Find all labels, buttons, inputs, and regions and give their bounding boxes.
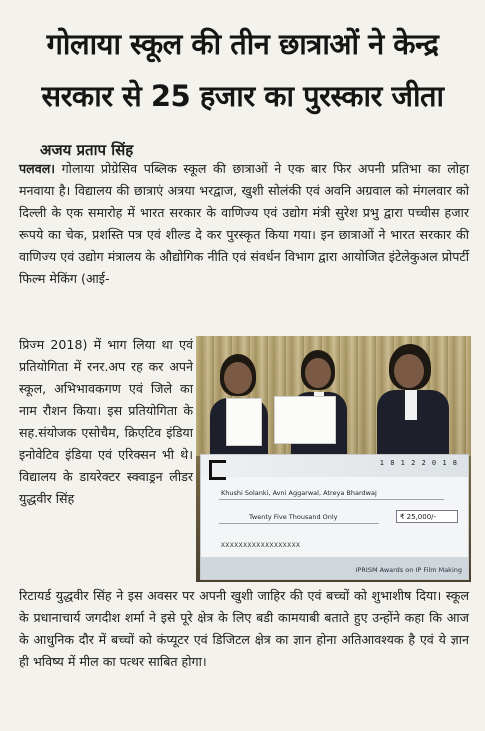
paragraph-text: गोलाया प्रोग्रेसिव पब्लिक स्कूल की छात्राओं ने एक बार फिर अपनी प्रतिभा का लोहा मनवाया है। विद्यालय की छात्राएं अत्रया भरद्वाज, खुशी सोलंकी एवं अवनि अग्रवाल को मंगलवार को दिल्ली के एक समारोह में भारत सरकार के वाणिज्य एवं उद्योग मंत्री सुरेश प्रभु द्वारा पच्चीस हजार रूपये का चेक, प्रशस्ति पत्र एवं शील्ड दे कर पुरस्कृत किया गया। इन छात्राओं ने भारत सरकार की वाणिज्य एवं उद्योग मंत्रालय के औद्योगिक नीति एवं संवर्धन विभाग द्वारा आयोजित इंटेलेकुअल प्रोपर्टी फिल्म मेकिंग (आई- <box>19 161 469 286</box>
award-photo <box>196 336 471 582</box>
cheque-date: 1 8 1 2 2 0 1 8 <box>379 459 458 467</box>
award-cheque <box>200 454 469 580</box>
cheque-caption: IPRISM Awards on IP Film Making <box>355 566 462 574</box>
cheque-words-line <box>219 523 379 524</box>
dateline: पलवल। <box>19 161 56 176</box>
article-paragraph-side: प्रिज्म 2018) में भाग लिया था एवं प्रतियोगिता में रनर.अप रह कर अपने स्कूल, अभिभावकगण एवं जिले का नाम रौशन किया। इस प्रतियोगिता के सह.संयोजक एसोचैम, क्रिएटिव इंडिया इनोवेटिव इंडिया एवं एरिक्सन भी थे। विद्यालय के डायरेक्टर स्क्वाड्रन लीडर युद्धवीर सिंह <box>19 337 193 506</box>
headline <box>0 18 485 122</box>
cheque-account-number: XXXXXXXXXXXXXXXXXX <box>221 541 301 549</box>
cheque-payee: Khushi Solanki, Avni Aggarwal, Atreya Bhardwaj <box>221 489 377 497</box>
byline: अजय प्रताप सिंह <box>40 141 134 159</box>
cheque-payee-line <box>219 499 444 500</box>
headline-line-1: गोलाया स्कूल की तीन छात्राओं ने केन्द्र <box>46 27 439 61</box>
certificate-left <box>226 398 262 446</box>
article-paragraph-top <box>19 158 469 290</box>
article-paragraph-bottom: रिटायर्ड युद्धवीर सिंह ने इस अवसर पर अपनी खुशी जाहिर की एवं बच्चों को शुभाशीष दिया। स्कूल के प्रधानाचार्य जगदीश शर्मा ने इसे पूरे क्षेत्र के लिए बडी कामयाबी बताते हुए उन्होंने कहा कि आज के आधुनिक दौर में बच्चों को कंप्यूटर एवं डिजिटल क्षेत्र का ज्ञान होना अतिआवश्यक है एवं ये ज्ञान ही भविष्य में मील का पत्थर साबित होगा। <box>19 588 469 669</box>
ericsson-logo-icon <box>209 460 226 480</box>
cheque-amount-words: Twenty Five Thousand Only <box>249 513 338 521</box>
certificate-middle <box>274 396 336 444</box>
headline-line-2: सरकार से 25 हजार का पुरस्कार जीता <box>41 79 444 113</box>
cheque-amount: ₹ 25,000/- <box>396 510 458 523</box>
